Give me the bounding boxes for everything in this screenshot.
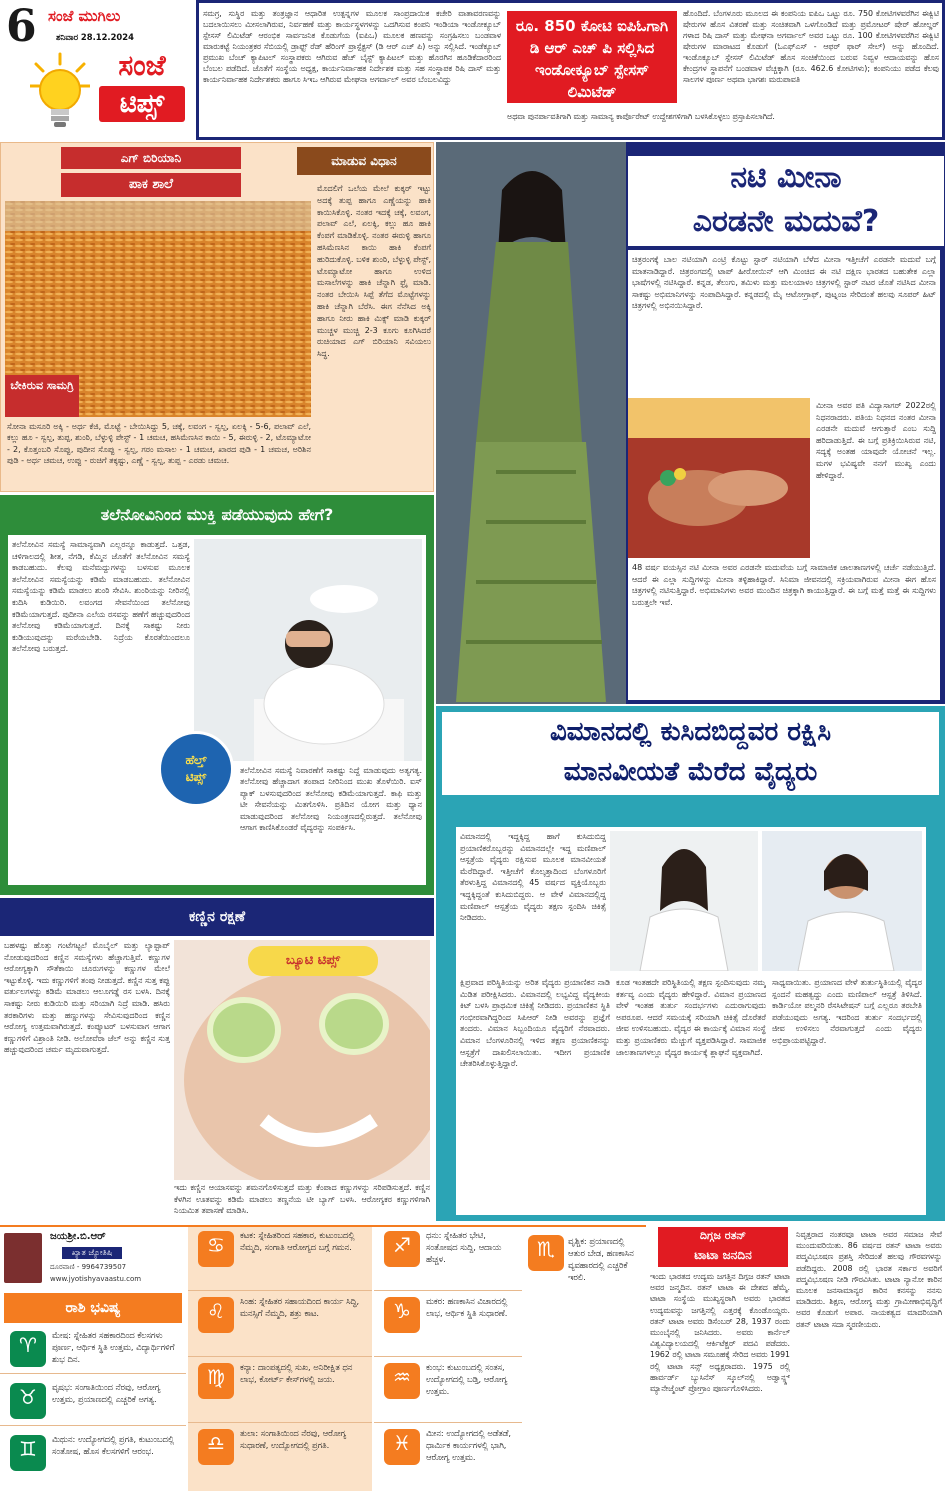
doctor-photo-2 <box>762 831 922 971</box>
eye-bottom-text: ಇದು ಕಣ್ಣಿನ ಆಯಾಸವನ್ನು ಶಮನಗೊಳಿಸುತ್ತದೆ ಮತ್ತು ಕೆಂಪಾದ ಕಣ್ಣುಗಳನ್ನು ಸರಿಪಡಿಸುತ್ತದೆ. ಕಣ್ಣಿನ ಕೆಳಗಿನ ಊತವನ್ನು ಕಡಿಮೆ ಮಾಡಲು ತಣ್ಣನೆಯ ಟೀ ಬ್ಯಾಗ್ ಬಳಸಿ. ಆರೋಗ್ಯಕರ ಕಣ್ಣುಗಳಿಗಾಗಿ ನಿಯಮಿತ ತಪಾಸಣೆ ಮಾಡಿಸಿ. <box>174 1183 430 1216</box>
recipe-box <box>0 142 434 492</box>
sign-row <box>0 1431 186 1478</box>
astrologer-card <box>0 1227 186 1289</box>
doctor-photo-1 <box>610 831 758 971</box>
recipe-ingredients: ಸೋನಾ ಮಸೂರಿ ಅಕ್ಕಿ - ಅರ್ಧ ಕೆಜಿ, ಮೊಟ್ಟೆ - ಬೇಯಿಸಿದ್ದು 5, ಚಕ್ಕೆ, ಲವಂಗ - ಸ್ವಲ್ಪ, ಏಲಕ್ಕಿ - 5-6, ಪಲಾವ್ ಎಲೆ, ಕಲ್ಲು ಹೂ - ಸ್ವಲ್ಪ, ತುಪ್ಪ, ಶುಂಠಿ, ಬೆಳ್ಳುಳ್ಳಿ ಪೇಸ್ಟ್ - 1 ಚಮಚ, ಹಸಿಮೆಣಸಿನ ಕಾಯಿ - 5, ಈರುಳ್ಳಿ - 2, ಟೊಮ್ಯಾಟೋ - 2, ಕೊತ್ತಂಬರಿ ಸೊಪ್ಪು, ಪುದೀನ ಸೊಪ್ಪು - ಸ್ವಲ್ಪ, ಗರಂ ಮಸಾಲ - 1 ಚಮಚ, ಖಾರದ ಪುಡಿ - 1 ಚಮಚ, ಅರಿಶಿನ ಪುಡಿ - ಅರ್ಧ ಚಮಚ, ಉಪ್ಪು - ರುಚಿಗೆ ತಕ್ಕಷ್ಟು, ಎಣ್ಣೆ - ಸ್ವಲ್ಪ, ತುಪ್ಪ - ಎರಡು ಚಮಚ. <box>7 422 311 466</box>
meena-text-top: ಚಿತ್ರರಂಗಕ್ಕೆ ಬಾಲ ನಟಿಯಾಗಿ ಎಂಟ್ರಿ ಕೊಟ್ಟು ಸ್ಟಾರ್ ನಟಿಯಾಗಿ ಬೆಳೆದ ಮೀನಾ ಇತ್ತೀಚೆಗೆ ಎರಡನೇ ಮದುವೆ ಬಗ್ಗೆ ಮಾತನಾಡಿದ್ದಾರೆ. ಚಿತ್ರರಂಗದಲ್ಲಿ ಟಾಪ್ ಹೀರೋಯಿನ್ ಆಗಿ ಮಿಂಚಿದ ಈ ನಟಿ ದಕ್ಷಿಣ ಭಾರತದ ಬಹುತೇಕ ಎಲ್ಲಾ ಭಾಷೆಗಳಲ್ಲಿ ನಟಿಸಿದ್ದಾರೆ. ಕನ್ನಡ, ತೆಲುಗು, ತಮಿಳು ಮತ್ತು ಮಲಯಾಳಂ ಚಿತ್ರಗಳಲ್ಲಿ ಸ್ಟಾರ್ ನಟರ ಜೊತೆ ನಟಿಸಿದ ಮೀನಾ ಸಾಕಷ್ಟು ಅಭಿಮಾನಿಗಳನ್ನು ಸಂಪಾದಿಸಿದ್ದಾರೆ. ಕನ್ನಡದಲ್ಲಿ ಮೈ ಆಟೋಗ್ರಾಫ್, ಪುಟ್ನಂಜ ಸೇರಿದಂತೆ ಹಲವು ಸೂಪರ್ ಹಿಟ್ ಚಿತ್ರಗಳಲ್ಲಿ ಅಭಿನಯಿಸಿದ್ದಾರೆ. <box>632 255 936 311</box>
eye-header-bar <box>0 898 434 936</box>
doctors-box <box>436 706 945 801</box>
tata-text-right: ನಿವೃತ್ತರಾದ ನಂತರವೂ ಟಾಟಾ ಅವರ ಸಮಾಜ ಸೇವೆ ಮುಂದುವರಿಯಿತು. 86 ವರ್ಷದ ರತನ್ ಟಾಟಾ ಅವರು ಪದ್ಮವಿಭೂಷಣ ಪ್ರಶಸ್ತಿ ಸೇರಿದಂತೆ ಹಲವು ಗೌರವಗಳನ್ನು ಪಡೆದಿದ್ದರು. 2008 ರಲ್ಲಿ ಭಾರತ ಸರ್ಕಾರ ಅವರಿಗೆ ಪದ್ಮವಿಭೂಷಣ ನೀಡಿ ಗೌರವಿಸಿತು. ಟಾಟಾ ನ್ಯಾನೋ ಕಾರಿನ ಮೂಲಕ ಜನಸಾಮಾನ್ಯರ ಕಾರಿನ ಕನಸನ್ನು ನನಸು ಮಾಡಿದರು. ಶಿಕ್ಷಣ, ಆರೋಗ್ಯ ಮತ್ತು ಗ್ರಾಮೀಣಾಭಿವೃದ್ಧಿಗೆ ಅವರ ಕೊಡುಗೆ ಅಪಾರ. ನಾಯಕತ್ವದ ಮಾದರಿಯಾಗಿ ರತನ್ ಟಾಟಾ ಸದಾ ಸ್ಮರಣೀಯರು. <box>796 1230 942 1329</box>
tata-box <box>648 1225 945 1490</box>
meena-text-bottom: 48 ವರ್ಷ ವಯಸ್ಸಿನ ನಟಿ ಮೀನಾ ಅವರ ಎರಡನೇ ಮದುವೆಯ ಬಗ್ಗೆ ಸಾಮಾಜಿಕ ಜಾಲತಾಣಗಳಲ್ಲಿ ಚರ್ಚೆ ನಡೆಯುತ್ತಿದೆ. ಆದರೆ ಈ ಎಲ್ಲಾ ಸುದ್ದಿಗಳನ್ನು ಮೀನಾ ತಳ್ಳಿಹಾಕಿದ್ದಾರೆ. ಸಿನಿಮಾ ಜೀವನದಲ್ಲಿ ಸಕ್ರಿಯವಾಗಿರುವ ಮೀನಾ ಈಗ ಹೊಸ ಚಿತ್ರಗಳಲ್ಲಿ ನಟಿಸುತ್ತಿದ್ದಾರೆ. ಅಭಿಮಾನಿಗಳು ಅವರ ಮುಂದಿನ ಚಿತ್ರಕ್ಕಾಗಿ ಕಾಯುತ್ತಿದ್ದಾರೆ. ಈ ಬಗ್ಗೆ ಮತ್ತೆ ಮತ್ತೆ ಈ ಸುದ್ದಿಗಳು ಬರುತ್ತಲೇ ಇವೆ. <box>632 563 936 607</box>
sign-row <box>374 1293 522 1357</box>
meena-headline-line2: ಎರಡನೇ ಮದುವೆ? <box>692 204 880 239</box>
paper-name: ಸಂಜೆ ಮುಗಿಲು <box>48 7 121 25</box>
pisces-icon: ♓ <box>384 1429 420 1465</box>
virgo-icon: ♍ <box>198 1363 234 1399</box>
badge-line1: ಹೆಲ್ತ್ <box>185 753 207 767</box>
astrologer-title: ಖ್ಯಾತ ಜ್ಯೋತಿಷಿ <box>62 1247 122 1259</box>
sign-row <box>188 1425 372 1491</box>
sign-row <box>0 1327 186 1374</box>
recipe-method: ಮೊದಲಿಗೆ ಒಲೆಯ ಮೇಲೆ ಕುಕ್ಕರ್ ಇಟ್ಟು ಅದಕ್ಕೆ ತುಪ್ಪ ಹಾಗೂ ಎಣ್ಣೆಯನ್ನು ಹಾಕಿ ಕಾಯಿಸಿಕೊಳ್ಳಿ. ನಂತರ ಇದಕ್ಕೆ ಚಕ್ಕೆ, ಲವಂಗ, ಪಲಾವ್ ಎಲೆ, ಏಲಕ್ಕಿ, ಕಲ್ಲು ಹೂ ಹಾಕಿ ಕೆಂಪಗೆ ಮಾಡಿಕೊಳ್ಳಿ. ನಂತರ ಈರುಳ್ಳಿ ಹಾಗೂ ಹಸಿಮೆಣಸಿನ ಕಾಯಿ ಹಾಕಿ ಕೆಂಪಗೆ ಹುರಿದುಕೊಳ್ಳಿ. ಬಳಿಕ ಶುಂಠಿ, ಬೆಳ್ಳುಳ್ಳಿ ಪೇಸ್ಟ್, ಟೊಮ್ಯಾಟೋ ಹಾಗೂ ಉಳಿದ ಮಸಾಲೆಗಳನ್ನು ಹಾಕಿ ಚೆನ್ನಾಗಿ ಫ್ರೈ ಮಾಡಿ. ನಂತರ ಬೇಯಿಸಿ ಸಿಪ್ಪೆ ತೆಗೆದ ಮೊಟ್ಟೆಗಳನ್ನು ಹಾಕಿ ಚೆನ್ನಾಗಿ ಬೆರೆಸಿ. ಈಗ ನೆನೆಸಿದ ಅಕ್ಕಿ ಹಾಗೂ ನೀರು ಹಾಕಿ ಮಿಕ್ಸ್ ಮಾಡಿ ಕುಕ್ಕರ್ ಮುಚ್ಚಳ ಮುಚ್ಚಿ 2-3 ಕೂಗು ಕೂಗಿಸಿದರೆ ರುಚಿಯಾದ ಎಗ್ ಬಿರಿಯಾನಿ ಸವಿಯಲು ಸಿದ್ಧ. <box>317 184 431 359</box>
horoscope-title: ರಾಶಿ ಭವಿಷ್ಯ <box>4 1293 182 1323</box>
aries-icon: ♈ <box>10 1331 46 1367</box>
health-tips-badge <box>158 731 234 807</box>
paper-logo <box>48 6 193 28</box>
avatar <box>4 1233 42 1283</box>
beauty-tips-badge: ಬ್ಯೂಟಿ ಟಿಪ್ಸ್ <box>248 946 378 976</box>
astrologer-name: ಜಯಶ್ರೀ.ಬಿ.ಆರ್ <box>50 1231 106 1242</box>
astrology-box <box>0 1225 646 1490</box>
tata-headline-line1: ದಿಗ್ಗಜ ರತನ್ <box>699 1229 747 1242</box>
meena-content <box>628 250 940 700</box>
wedding-photo <box>628 398 810 558</box>
eye-text: ಬಹಳಷ್ಟು ಹೊತ್ತು ಗಂಟೆಗಟ್ಟಲೆ ಮೊಬೈಲ್ ಮತ್ತು ಲ್ಯಾಪ್ಟಾಪ್ ನೋಡುವುದರಿಂದ ಕಣ್ಣಿನ ಸಮಸ್ಯೆಗಳು ಹೆಚ್ಚಾಗುತ್ತಿವೆ. ಕಣ್ಣುಗಳ ಆರೋಗ್ಯಕ್ಕಾಗಿ ಸೌತೆಕಾಯಿ ಚೂರುಗಳನ್ನು ಕಣ್ಣುಗಳ ಮೇಲೆ ಇಟ್ಟುಕೊಳ್ಳಿ. ಇದು ಕಣ್ಣುಗಳಿಗೆ ತಂಪು ನೀಡುತ್ತದೆ. ಕಣ್ಣಿನ ಸುತ್ತ ಕಪ್ಪು ವರ್ತುಲಗಳನ್ನು ಕಡಿಮೆ ಮಾಡಲು ಆಲೂಗಡ್ಡೆ ರಸ ಬಳಸಿ. ದಿನಕ್ಕೆ ಸಾಕಷ್ಟು ನೀರು ಕುಡಿಯಿರಿ ಮತ್ತು ಸರಿಯಾಗಿ ನಿದ್ರೆ ಮಾಡಿ. ಹಸಿರು ತರಕಾರಿಗಳು ಮತ್ತು ಹಣ್ಣುಗಳನ್ನು ಸೇವಿಸುವುದರಿಂದ ಕಣ್ಣಿನ ಆರೋಗ್ಯ ಉತ್ತಮವಾಗಿರುತ್ತದೆ. ಕಂಪ್ಯೂಟರ್ ಬಳಸುವಾಗ ಆಗಾಗ ಕಣ್ಣುಗಳಿಗೆ ವಿಶ್ರಾಂತಿ ನೀಡಿ. ಅಲೋವೆರಾ ಜೆಲ್ ಅನ್ನು ಕಣ್ಣಿನ ಸುತ್ತ ಹಚ್ಚುವುದರಿಂದ ಚರ್ಮ ಮೃದುವಾಗುತ್ತದೆ. <box>4 941 170 1055</box>
ipo-story <box>196 0 945 140</box>
headache-box <box>0 495 434 895</box>
libra-icon: ♎ <box>198 1429 234 1465</box>
doctors-col3: ಸಾಧ್ಯವಾಯಿತು. ಪ್ರಯಾಣದ ವೇಳೆ ತುರ್ತುಸ್ಥಿತಿಯಲ್ಲಿ ವೈದ್ಯರ ಸ್ಪಂದನೆ ಮಹತ್ವದ್ದು ಎಂದು ಮಣಿಪಾಲ್ ಆಸ್ಪತ್ರೆ ತಿಳಿಸಿದೆ. ಕಾರ್ಡಿಯೋ ಪಲ್ಮನರಿ ರೆಸಸಿಟೇಷನ್ ಬಗ್ಗೆ ಎಲ್ಲರೂ ತರಬೇತಿ ಪಡೆಯುವುದು ಅಗತ್ಯ. ಇದರಿಂದ ತುರ್ತು ಸಂದರ್ಭದಲ್ಲಿ ಜೀವ ಉಳಿಸಲು ನೆರವಾಗುತ್ತದೆ ಎಂದು ವೈದ್ಯರು ಅಭಿಪ್ರಾಯಪಟ್ಟಿದ್ದಾರೆ. <box>772 978 922 1045</box>
doctors-headline <box>442 712 939 795</box>
section-title-line2: ಟಿಪ್ಸ್ <box>99 86 185 122</box>
ipo-right-text: ಹೊಂದಿದೆ. ಬೆಂಗಳೂರು ಮೂಲದ ಈ ಕಂಪನಿಯ ಐಪಿಒ ಒಟ್ಟು ರೂ. 750 ಕೋಟಿಗಳವರೆಗಿನ ಈಕ್ವಿಟಿ ಷೇರುಗಳ ಹೊಸ ವಿತರಣೆ ಮತ್ತು ಸಂಚಿತವಾಗಿ ಒಳಗೊಂಡಿದೆ ಮತ್ತು ಪ್ರಮೋಟರ್ ಷೇರ್ ಹೋಲ್ಡರ್ ಗಳಾದ ರಿಷಿ ದಾಸ್ ಮತ್ತು ಮೇಘನಾ ಅಗರ್ವಾಲ್ ಅವರ ಒಟ್ಟು ರೂ. 100 ಕೋಟಿಗಳವರೆಗಿನ ಈಕ್ವಿಟಿ ಷೇರುಗಳ ಮಾರಾಟದ ಕೊಡುಗೆ (ಓಎಫ್ಎಸ್ - ಆಫರ್ ಫಾರ್ ಸೇಲ್) ಅನ್ನು ಹೊಂದಿದೆ. ಇಂಡೊಕ್ಯೂಬ್ ಸ್ಪೇಸಸ್ ಲಿಮಿಟೆಡ್ ಹೊಸ ಸಂಚಿಕೆಯಿಂದ ಬರುವ ನಿವ್ವಳ ಆದಾಯವನ್ನು ಹೊಸ ಕೇಂದ್ರಗಳ ಸ್ಥಾಪನೆಗೆ ಬಂಡವಾಳ ವೆಚ್ಚಕ್ಕಾಗಿ (ರೂ. 462.6 ಕೋಟಿಗಳು); ಕಂಪನಿಯು ಪಡೆದ ಕೆಲವು ಸಾಲಗಳ ಪೂರ್ಣ ಅಥವಾ ಭಾಗಶಃ ಮರುಪಾವತಿ <box>683 9 939 84</box>
sign-row <box>374 1227 522 1291</box>
doctors-panel <box>456 827 926 1215</box>
section-title-line1: ಸಂಜೆ <box>118 49 166 82</box>
astrologer-phone: ದೂರವಾಣಿ - 9964739507 <box>50 1263 127 1271</box>
tata-text-left: ಇಂದು ಭಾರತದ ಉದ್ಯಮ ಜಗತ್ತಿನ ದಿಗ್ಗಜ ರತನ್ ಟಾಟಾ ಅವರ ಜನ್ಮದಿನ. ರತನ್ ಟಾಟಾ ಈ ದೇಶದ ಹೆಮ್ಮೆ. ಟಾಟಾ ಸಂಸ್ಥೆಯ ಮುಖ್ಯಸ್ಥರಾಗಿ ಅವರು ಭಾರತದ ಉದ್ಯಮವನ್ನು ಜಗತ್ತಿನಲ್ಲಿ ಎತ್ತರಕ್ಕೆ ಕೊಂಡೊಯ್ದರು. ರತನ್ ಟಾಟಾ ಅವರು ಡಿಸೆಂಬರ್ 28, 1937 ರಂದು ಮುಂಬೈನಲ್ಲಿ ಜನಿಸಿದರು. ಅವರು ಕಾರ್ನೆಲ್ ವಿಶ್ವವಿದ್ಯಾಲಯದಲ್ಲಿ ಆರ್ಕಿಟೆಕ್ಚರ್ ಪದವಿ ಪಡೆದರು. 1962 ರಲ್ಲಿ ಟಾಟಾ ಸಮೂಹಕ್ಕೆ ಸೇರಿದ ಅವರು 1991 ರಲ್ಲಿ ಟಾಟಾ ಸನ್ಸ್ ಅಧ್ಯಕ್ಷರಾದರು. 1975 ರಲ್ಲಿ ಹಾರ್ವರ್ಡ್ ಬ್ಯುಸಿನೆಸ್ ಸ್ಕೂಲ್‌ನಲ್ಲಿ ಅಡ್ವಾನ್ಸ್ಡ್ ಮ್ಯಾನೇಜ್ಮೆಂಟ್ ಪ್ರೋಗ್ರಾಂ ಪೂರ್ಣಗೊಳಿಸಿದರು. <box>650 1272 790 1394</box>
sign-text: ಕಟಕ: ಸ್ನೇಹಿತರಿಂದ ಸಹಕಾರ, ಕುಟುಂಬದಲ್ಲಿ ನೆಮ್ಮದಿ, ಸಂಗಾತಿ ಆರೋಗ್ಯದ ಬಗ್ಗೆ ಗಮನ. <box>240 1230 355 1252</box>
sign-text: ಮೇಷ: ಸ್ನೇಹಿತರ ಸಹಕಾರದಿಂದ ಕೆಲಸಗಳು ಪೂರ್ಣ, ಆರ್ಥಿಕ ಸ್ಥಿತಿ ಉತ್ತಮ, ವಿದ್ಯಾರ್ಥಿಗಳಿಗೆ ಶುಭ ದಿನ. <box>52 1330 175 1364</box>
sign-text: ಧನು: ಸ್ನೇಹಿತರ ಭೇಟಿ, ಸಂತೋಷದ ಸುದ್ದಿ, ಆದಾಯ ಹೆಚ್ಚಳ. <box>426 1230 502 1264</box>
doctors-headline-line2: ಮಾನವೀಯತೆ ಮೆರೆದ ವೈದ್ಯರು <box>563 757 818 787</box>
headache-bottom-text: ತಲೆನೋವಿನ ಸಮಸ್ಯೆ ನಿವಾರಣೆಗೆ ಸಾಕಷ್ಟು ನಿದ್ದೆ ಮಾಡುವುದು ಅತ್ಯಗತ್ಯ. ತಲೆನೋವು ಹೆಚ್ಚಾದಾಗ ತಂಪಾದ ನೀರಿನಿಂದ ಮುಖ ತೊಳೆಯಿರಿ. ಐಸ್ ಪ್ಯಾಕ್ ಬಳಸುವುದರಿಂದ ತಲೆನೋವು ಕಡಿಮೆಯಾಗುತ್ತದೆ. ಕಾಫಿ ಮತ್ತು ಟೀ ಸೇವನೆಯನ್ನು ಮಿತಗೊಳಿಸಿ. ಪ್ರತಿದಿನ ಯೋಗ ಮತ್ತು ಧ್ಯಾನ ಮಾಡುವುದರಿಂದ ತಲೆನೋವು ನಿಯಂತ್ರಣದಲ್ಲಿರುತ್ತದೆ. ತಲೆನೋವು ಆಗಾಗ ಕಾಣಿಸಿಕೊಂಡರೆ ವೈದ್ಯರನ್ನು ಸಂಪರ್ಕಿಸಿ. <box>240 766 422 833</box>
astrologer-website: www.jyotishyavaastu.com <box>50 1275 142 1283</box>
sign-text: ಮಿಥುನ: ಉದ್ಯೋಗದಲ್ಲಿ ಪ್ರಗತಿ, ಕುಟುಂಬದಲ್ಲಿ ಸಂತೋಷ, ಹೊಸ ಕೆಲಸಗಳಿಗೆ ಆರಂಭ. <box>52 1434 175 1456</box>
badge-line2: ಟಿಪ್ಸ್ <box>185 770 207 784</box>
ingredients-label: ಬೇಕಿರುವ ಸಾಮಗ್ರಿ <box>5 375 79 417</box>
sign-text: ಮೀನ: ಉದ್ಯೋಗದಲ್ಲಿ ಅಡೆತಡೆ, ಧಾರ್ಮಿಕ ಕಾರ್ಯಗಳಲ್ಲಿ ಭಾಗಿ, ಆರೋಗ್ಯ ಉತ್ತಮ. <box>426 1428 512 1462</box>
doctors-col1: ಕ್ಷಿಪ್ರವಾದ ಪರಿಸ್ಥಿತಿಯನ್ನು ಅರಿತ ವೈದ್ಯರು ಪ್ರಯಾಣಿಕನ ನಾಡಿ ಮಿಡಿತ ಪರೀಕ್ಷಿಸಿದರು. ವಿಮಾನದಲ್ಲಿ ಲಭ್ಯವಿದ್ದ ವೈದ್ಯಕೀಯ ಕಿಟ್ ಬಳಸಿ ಪ್ರಾಥಮಿಕ ಚಿಕಿತ್ಸೆ ನೀಡಿದರು. ಪ್ರಯಾಣಿಕನ ಸ್ಥಿತಿ ಗಂಭೀರವಾಗಿದ್ದರಿಂದ ಸಿಪಿಆರ್ ನೀಡಿ ಅವರನ್ನು ಪ್ರಜ್ಞೆಗೆ ತಂದರು. ವಿಮಾನ ಸಿಬ್ಬಂದಿಯೂ ವೈದ್ಯರಿಗೆ ನೆರವಾದರು. ವಿಮಾನ ಬೆಂಗಳೂರಿನಲ್ಲಿ ಇಳಿದ ತಕ್ಷಣ ಪ್ರಯಾಣಿಕನನ್ನು ಆಸ್ಪತ್ರೆಗೆ ದಾಖಲಿಸಲಾಯಿತು. ಇದೀಗ ಪ್ರಯಾಣಿಕ ಚೇತರಿಸಿಕೊಳ್ಳುತ್ತಿದ್ದಾರೆ. <box>460 978 610 1069</box>
capricorn-icon: ♑ <box>384 1297 420 1333</box>
sign-row <box>374 1425 522 1491</box>
issue-date: ಶನಿವಾರ 28.12.2024 <box>56 32 134 42</box>
sign-row <box>374 1359 522 1423</box>
eye-box <box>0 898 434 1222</box>
kitchen-label: ಪಾಕ ಶಾಲೆ <box>61 173 241 197</box>
doctors-intro: ವಿಮಾನದಲ್ಲಿ ಇದ್ದಕ್ಕಿದ್ದ ಹಾಗೆ ಕುಸಿದುಬಿದ್ದ ಪ್ರಯಾಣಿಕರೊಬ್ಬರನ್ನು ವಿಮಾನದಲ್ಲೇ ಇದ್ದ ಮಣಿಪಾಲ್ ಆಸ್ಪತ್ರೆಯ ವೈದ್ಯರು ರಕ್ಷಿಸುವ ಮೂಲಕ ಮಾನವೀಯತೆ ಮೆರೆದಿದ್ದಾರೆ. ಇತ್ತೀಚೆಗೆ ಕೊಲ್ಕತ್ತಾದಿಂದ ಬೆಂಗಳೂರಿಗೆ ತೆರಳುತ್ತಿದ್ದ ವಿಮಾನದಲ್ಲಿ 45 ವರ್ಷದ ವ್ಯಕ್ತಿಯೊಬ್ಬರು ಇದ್ದಕ್ಕಿದ್ದಂತೆ ಕುಸಿದುಬಿದ್ದರು. ಆ ವೇಳೆ ವಿಮಾನದಲ್ಲಿದ್ದ ಮಣಿಪಾಲ್ ಆಸ್ಪತ್ರೆಯ ವೈದ್ಯರು ತಕ್ಷಣ ಸ್ಪಂದಿಸಿ ಚಿಕಿತ್ಸೆ ನೀಡಿದರು. <box>460 832 606 923</box>
sagittarius-icon: ♐ <box>384 1231 420 1267</box>
doctors-headline-line1: ವಿಮಾನದಲ್ಲಿ ಕುಸಿದಬಿದ್ದವರ ರಕ್ಷಿಸಿ <box>549 717 832 747</box>
masthead <box>0 0 195 140</box>
meena-photo <box>436 142 626 704</box>
sign-text: ಸಿಂಹ: ಸ್ನೇಹಿತರ ಸಹಾಯದಿಂದ ಕಾರ್ಯ ಸಿದ್ಧಿ, ಮನಸ್ಸಿಗೆ ನೆಮ್ಮದಿ, ಶತ್ರು ಕಾಟ. <box>240 1296 360 1318</box>
sign-text: ಕನ್ಯಾ: ದಾಂಪತ್ಯದಲ್ಲಿ ಸುಖ, ಅನಿರೀಕ್ಷಿತ ಧನ ಲಾಭ, ಕೋರ್ಟ್ ಕೇಸ್‌ಗಳಲ್ಲಿ ಜಯ. <box>240 1362 353 1384</box>
sign-row <box>0 1379 186 1426</box>
tata-headline-line2: ಟಾಟಾ ಜನದಿನ <box>694 1248 752 1262</box>
ipo-headline: ರೂ. 850 ಕೋಟಿ ಐಪಿಓಗಾಗಿ ಡಿ ಆರ್ ಎಚ್ ಪಿ ಸಲ್ಲಿಸಿದ ಇಂಡೋಕ್ಯೂಬ್ ಸ್ಪೇಸಸ್ ಲಿಮಿಟೆಡ್ <box>507 11 677 103</box>
tata-headline <box>658 1227 788 1267</box>
recipe-title: ಎಗ್ ಬಿರಿಯಾನಿ <box>61 147 241 169</box>
ipo-left-text: ಸಮಗ್ರ, ಸುಸ್ಥಿರ ಮತ್ತು ತಂತ್ರಜ್ಞಾನ ಆಧಾರಿತ ಉತ್ಪನ್ನಗಳ ಮೂಲಕ ಸಾಂಪ್ರದಾಯಿಕ ಕಚೇರಿ ವಾತಾವರಣವನ್ನು ಬದಲಾಯಿಸಲು ಮೀಸಲಾಗಿರುವ, ನಿರ್ವಹಣೆ ಮತ್ತು ಕಾರ್ಯಸ್ಥಳಗಳನ್ನು ಒದಗಿಸುವ ಕಂಪನಿ ಇಂಡಿಯಾ ಇಂಡೋಕ್ಯೂಬ್ ಸ್ಪೇಸಸ್ ಲಿಮಿಟೆಡ್ ಆರಂಭಿಕ ಸಾರ್ವಜನಿಕ ಕೊಡುಗೆಯ (ಐಪಿಒ) ಮೂಲಕ ಹಣವನ್ನು ಸಂಗ್ರಹಿಸಲು ಬಂಡವಾಳ ಮಾರುಕಟ್ಟೆ ನಿಯಂತ್ರಕರ ಸೆಬಿಯಲ್ಲಿ ಡ್ರಾಫ್ಟ್ ರೆಡ್ ಹೆರಿಂಗ್ ಪ್ರಾಸ್ಪೆಕ್ಟಸ್ (ಡಿ ಆರ್ ಎಚ್ ಪಿ) ಅನ್ನು ಸಲ್ಲಿಸಿದೆ. ಇಂಡೆಕ್ಯೂಬ್ ಪ್ರಮುಖ ಬೆಂಚ್ ಕ್ಯಾಪಿಟಲ್ ಸಂಸ್ಥಾಪಕರು ಆಗಿರುವ ಹೆಚ್ ಬೈಸ್ಟ್ ಕ್ಯಾಪಿಟಲ್ ಮತ್ತು ಹೊರಗಿನ ಹೂಡಿಕೆದಾರರಿಂದ ಬೆಂಬಲ ಪಡೆದಿದೆ. ಜೊತೆಗೆ ಸಂಸ್ಥೆಯ ಅಧ್ಯಕ್ಷ, ಕಾರ್ಯನಿರ್ವಾಹಕ ನಿರ್ದೇಶಕ ಮತ್ತು ಸಹ ಸಂಸ್ಥಾಪಕ ರಿಷಿ ದಾಸ್ ಮತ್ತು ಕಾರ್ಯನಿರ್ವಾಹಕ ನಿರ್ದೇಶಕರು ಹಾಗೂ ಸಿಇಒ ಆಗಿರುವ ಮೇಘನಾ ಅಗರ್ವಾಲ್ ಅವರ ಬೆಂಬಲವಿದ್ದು <box>203 9 501 84</box>
ipo-middle-text: ಅಥವಾ ಪುನರ್ಪಾವತಿಗಾಗಿ ಮತ್ತು ಸಾಮಾನ್ಯ ಕಾರ್ಪೊರೇಟ್ ಉದ್ದೇಶಗಳಿಗಾಗಿ ಬಳಸಿಕೊಳ್ಳಲು ಪ್ರಸ್ತಾಪಿಸಲಾಗಿದೆ. <box>507 112 775 121</box>
gemini-icon: ♊ <box>10 1435 46 1471</box>
sign-text: ವೃಷಭ: ಸಂಗಾತಿಯಿಂದ ನೆರವು, ಆರೋಗ್ಯ ಉತ್ತಮ, ಪ್ರಯಾಣದಲ್ಲಿ ಎಚ್ಚರಿಕೆ ಅಗತ್ಯ. <box>52 1382 161 1404</box>
meena-headline <box>628 156 944 246</box>
sign-row <box>188 1293 372 1357</box>
scorpio-row <box>524 1227 644 1491</box>
doctors-body <box>436 801 945 1221</box>
sign-text: ವೃಶ್ಚಿಕ: ಪ್ರಯಾಣದಲ್ಲಿ ಆತುರ ಬೇಡ, ಹಣಕಾಸಿನ ವ್ಯವಹಾರದಲ್ಲಿ ಎಚ್ಚರಿಕೆ ಇರಲಿ. <box>568 1236 634 1282</box>
sign-text: ಕುಂಭ: ಕುಟುಂಬದಲ್ಲಿ ಸಂತಸ, ಉದ್ಯೋಗದಲ್ಲಿ ಬಡ್ತಿ, ಆರೋಗ್ಯ ಉತ್ತಮ. <box>426 1362 508 1396</box>
page-number: 6 <box>6 1 37 52</box>
headache-panel <box>8 535 426 885</box>
meena-headline-line1: ನಟಿ ಮೀನಾ <box>730 160 842 195</box>
sign-text: ತುಲಾ: ಸಂಗಾತಿಯಿಂದ ನೆರವು, ಆರೋಗ್ಯ ಸುಧಾರಣೆ, ಉದ್ಯೋಗದಲ್ಲಿ ಪ್ರಗತಿ. <box>240 1428 347 1450</box>
section-title <box>92 48 192 138</box>
horoscope-col-2 <box>188 1227 372 1491</box>
bulb-icon <box>30 52 90 132</box>
meena-box <box>436 142 945 704</box>
horoscope-col-1 <box>0 1327 186 1491</box>
headache-headline: ತಲೆನೋವಿನಿಂದ ಮುಕ್ತಿ ಪಡೆಯುವುದು ಹೇಗೆ? <box>100 505 334 524</box>
headache-photo <box>194 539 422 761</box>
headache-left-text: ತಲೆನೋವಿನ ಸಮಸ್ಯೆ ಸಾಮಾನ್ಯವಾಗಿ ಎಲ್ಲರನ್ನೂ ಕಾಡುತ್ತದೆ. ಒತ್ತಡ, ಚಳಿಗಾಲದಲ್ಲಿ ಶೀತ, ನೆಗಡಿ, ಕೆಮ್ಮಿನ ಜೊತೆಗೆ ತಲೆನೋವಿನ ಸಮಸ್ಯೆ ಕಾಡಬಹುದು. ಕೆಲವು ಮನೆಮದ್ದುಗಳನ್ನು ಬಳಸುವ ಮೂಲಕ ತಲೆನೋವಿನ ಸಮಸ್ಯೆಯನ್ನು ಕಡಿಮೆ ಮಾಡಬಹುದು. ತಲೆನೋವಿನ ಸಮಸ್ಯೆಯನ್ನು ಕಡಿಮೆ ಮಾಡಲು ಶುಂಠಿ ಸೇವಿಸಿ. ಶುಂಠಿಯನ್ನು ನೀರಿನಲ್ಲಿ ಕುದಿಸಿ ಕುಡಿಯಿರಿ. ಲವಂಗದ ಸೇವನೆಯಿಂದ ತಲೆನೋವು ಕಡಿಮೆಯಾಗುತ್ತದೆ. ಪುದೀನಾ ಎಲೆಯ ರಸವನ್ನು ಹಣೆಗೆ ಹಚ್ಚುವುದರಿಂದ ತಲೆನೋವು ಕಡಿಮೆಯಾಗುತ್ತದೆ. ದಿನಕ್ಕೆ ಸಾಕಷ್ಟು ನೀರು ಕುಡಿಯುವುದನ್ನು ಮರೆಯಬೇಡಿ. ನಿದ್ರೆಯ ಕೊರತೆಯಿಂದಲೂ ತಲೆನೋವು ಬರುತ್ತದೆ. <box>12 540 190 654</box>
horoscope-col-3 <box>374 1227 522 1491</box>
scorpio-icon: ♏ <box>528 1235 564 1271</box>
aquarius-icon: ♒ <box>384 1363 420 1399</box>
sign-text: ಮಕರ: ಹಣಕಾಸಿನ ವಿಚಾರದಲ್ಲಿ ಲಾಭ, ಆರ್ಥಿಕ ಸ್ಥಿತಿ ಸುಧಾರಣೆ. <box>426 1296 508 1318</box>
sign-row <box>188 1359 372 1423</box>
method-label: ಮಾಡುವ ವಿಧಾನ <box>297 147 431 175</box>
doctors-col2: ಕೂಡ ಇಂತಹದೇ ಪರಿಸ್ಥಿತಿಯಲ್ಲಿ ತಕ್ಷಣ ಸ್ಪಂದಿಸುವುದು ನಮ್ಮ ಕರ್ತವ್ಯ ಎಂದು ವೈದ್ಯರು ಹೇಳಿದ್ದಾರೆ. ವಿಮಾನ ಪ್ರಯಾಣದ ವೇಳೆ ಇಂತಹ ತುರ್ತು ಸಂದರ್ಭಗಳು ಎದುರಾಗುವುದು ಅಪರೂಪ. ಆದರೆ ಸಮಯಕ್ಕೆ ಸರಿಯಾಗಿ ಚಿಕಿತ್ಸೆ ದೊರೆತರೆ ಜೀವ ಉಳಿಸಬಹುದು. ವೈದ್ಯರ ಈ ಕಾರ್ಯಕ್ಕೆ ವಿಮಾನ ಸಂಸ್ಥೆ ಮತ್ತು ಪ್ರಯಾಣಿಕರು ಮೆಚ್ಚುಗೆ ವ್ಯಕ್ತಪಡಿಸಿದ್ದಾರೆ. ಸಾಮಾಜಿಕ ಜಾಲತಾಣಗಳಲ್ಲೂ ವೈದ್ಯರ ಕಾರ್ಯಕ್ಕೆ ಶ್ಲಾಘನೆ ವ್ಯಕ್ತವಾಗಿದೆ. <box>616 978 766 1057</box>
sign-row <box>188 1227 372 1291</box>
taurus-icon: ♉ <box>10 1383 46 1419</box>
leo-icon: ♌ <box>198 1297 234 1333</box>
meena-text-right: ಮೀನಾ ಅವರ ಪತಿ ವಿದ್ಯಾಸಾಗರ್ 2022ರಲ್ಲಿ ನಿಧನರಾದರು. ಪತಿಯ ನಿಧನದ ನಂತರ ಮೀನಾ ಎರಡನೇ ಮದುವೆ ಆಗುತ್ತಾರೆ ಎಂಬ ಸುದ್ದಿ ಹರಿದಾಡುತ್ತಿದೆ. ಈ ಬಗ್ಗೆ ಪ್ರತಿಕ್ರಿಯಿಸಿರುವ ನಟಿ, ಸದ್ಯಕ್ಕೆ ಅಂತಹ ಯಾವುದೇ ಯೋಚನೆ ಇಲ್ಲ. ಮಗಳ ಭವಿಷ್ಯವೇ ನನಗೆ ಮುಖ್ಯ ಎಂದು ಹೇಳಿದ್ದಾರೆ. <box>816 401 936 480</box>
eye-headline: ಕಣ್ಣಿನ ರಕ್ಷಣೆ <box>188 909 246 925</box>
cancer-icon: ♋ <box>198 1231 234 1267</box>
eye-photo <box>174 940 430 1180</box>
